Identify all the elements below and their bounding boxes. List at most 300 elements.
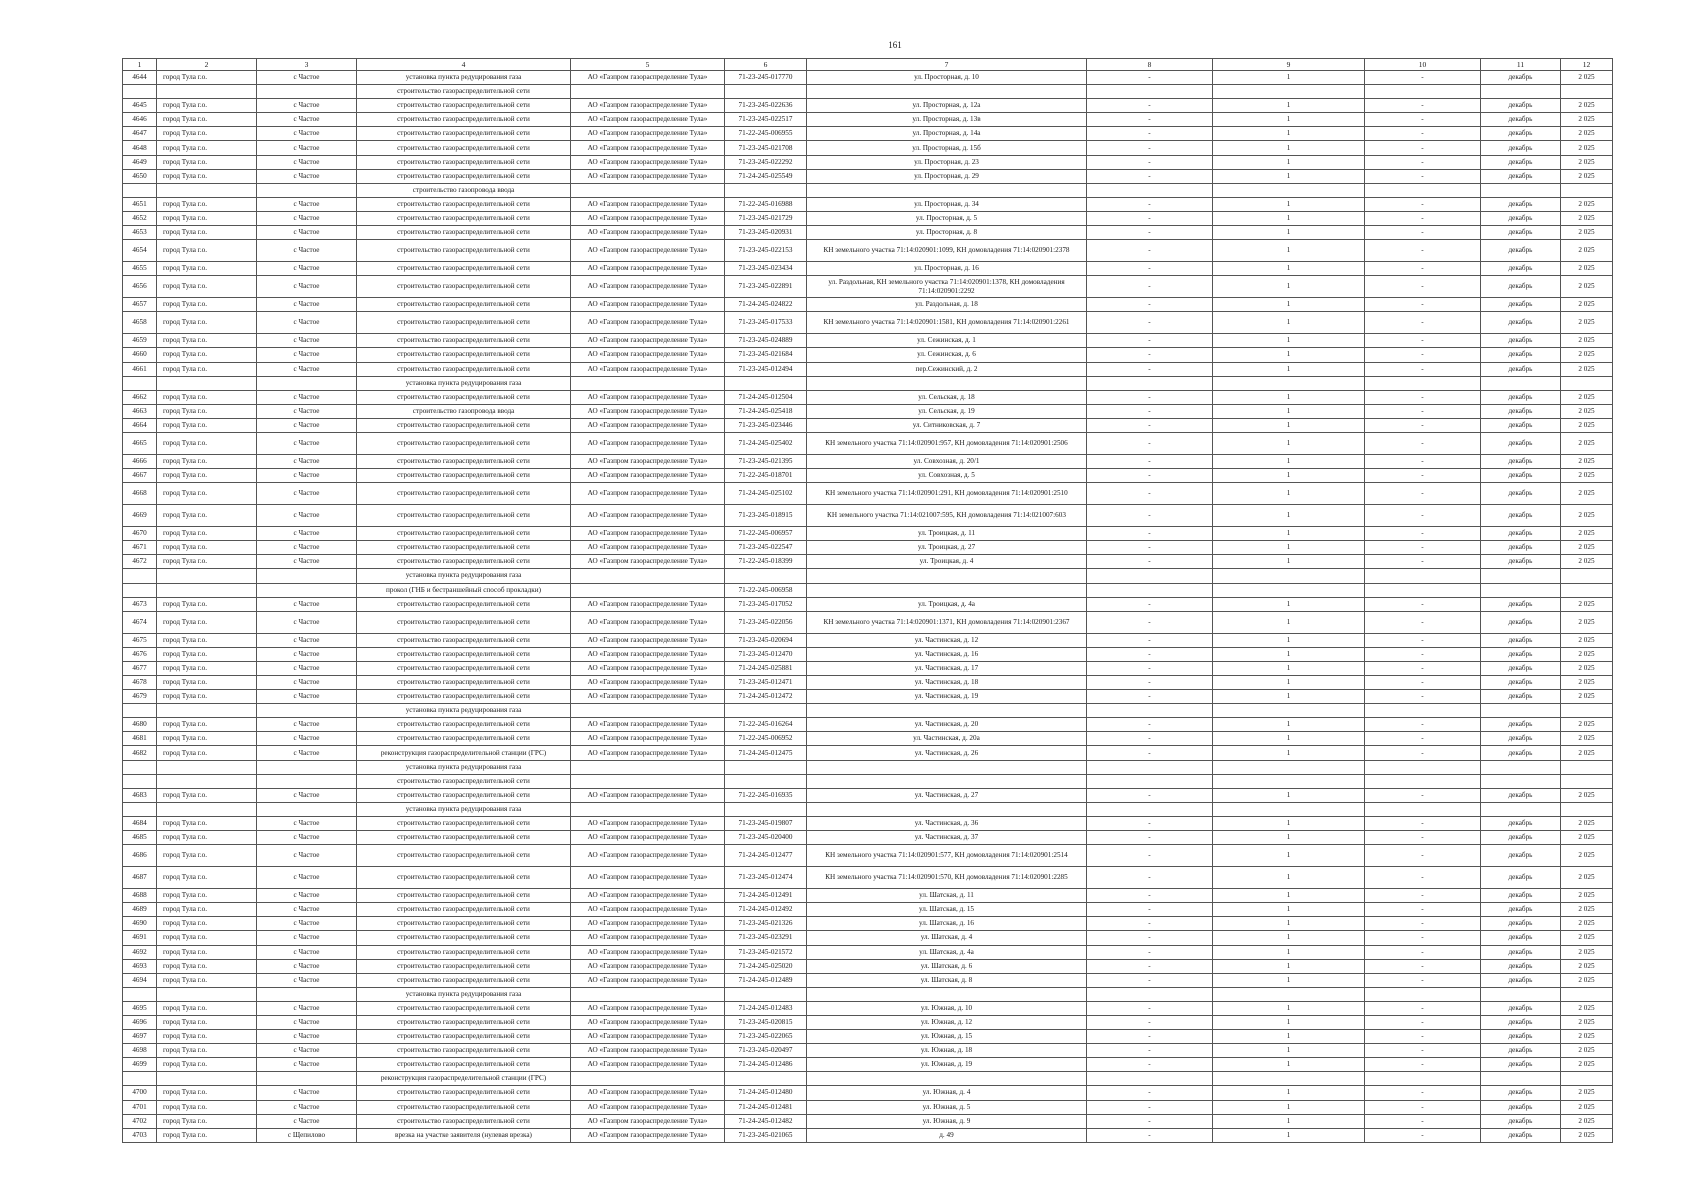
table-row [123,362,1613,376]
month-cell: декабрь [1481,917,1561,931]
settlement-cell: с Частое [257,541,357,555]
col-8-cell [1087,569,1213,583]
work-type-cell: строительство газораспределительной сети [357,276,571,298]
col-8-cell [1087,987,1213,1001]
header-cell-6: 6 [725,59,807,71]
application-number-cell: 71-23-245-019807 [725,816,807,830]
municipality-cell: город Тула г.о. [157,127,257,141]
work-type-cell: строительство газораспределительной сети [357,312,571,334]
col-9-cell [1213,1072,1365,1086]
address-cell [807,583,1087,597]
table-row [123,774,1613,788]
settlement-cell: с Частое [257,99,357,113]
month-cell: декабрь [1481,1100,1561,1114]
row-number-cell: 4664 [123,418,157,432]
municipality-cell: город Тула г.о. [157,931,257,945]
col-10-cell: - [1365,262,1481,276]
settlement-cell: с Частое [257,298,357,312]
month-cell [1481,85,1561,99]
col-9-cell: 1 [1213,661,1365,675]
settlement-cell: с Частое [257,334,357,348]
work-type-cell: установка пункта редуцирования газа [357,71,571,85]
month-cell: декабрь [1481,973,1561,987]
organization-cell: АО «Газпром газораспределение Тула» [571,469,725,483]
month-cell: декабрь [1481,127,1561,141]
table-row [123,597,1613,611]
municipality-cell: город Тула г.о. [157,527,257,541]
address-cell: КН земельного участка 71:14:020901:957, КН домовладения 71:14:020901:2506 [807,432,1087,454]
col-8-cell: - [1087,903,1213,917]
row-number-cell: 4684 [123,816,157,830]
table-row [123,1015,1613,1029]
col-9-cell: 1 [1213,276,1365,298]
col-9-cell: 1 [1213,917,1365,931]
address-cell: ул. Частинская, д. 27 [807,788,1087,802]
organization-cell [571,802,725,816]
year-cell [1561,183,1613,197]
col-10-cell: - [1365,690,1481,704]
year-cell: 2 025 [1561,262,1613,276]
year-cell [1561,774,1613,788]
year-cell: 2 025 [1561,732,1613,746]
header-cell-8: 8 [1087,59,1213,71]
municipality-cell: город Тула г.о. [157,732,257,746]
address-cell: ул. Просторная, д. 34 [807,197,1087,211]
application-number-cell: 71-23-245-023291 [725,931,807,945]
month-cell: декабрь [1481,432,1561,454]
municipality-cell: город Тула г.о. [157,298,257,312]
year-cell: 2 025 [1561,917,1613,931]
address-cell: ул. Шатская, д. 6 [807,959,1087,973]
table-row [123,867,1613,889]
col-9-cell: 1 [1213,611,1365,633]
col-9-cell: 1 [1213,432,1365,454]
month-cell: декабрь [1481,1114,1561,1128]
organization-cell: АО «Газпром газораспределение Тула» [571,931,725,945]
organization-cell: АО «Газпром газораспределение Тула» [571,541,725,555]
row-number-cell: 4647 [123,127,157,141]
settlement-cell: с Частое [257,555,357,569]
application-number-cell: 71-23-245-017770 [725,71,807,85]
col-8-cell [1087,774,1213,788]
work-type-cell: строительство газораспределительной сети [357,718,571,732]
table-row [123,746,1613,760]
col-8-cell: - [1087,418,1213,432]
municipality-cell: город Тула г.о. [157,1114,257,1128]
application-number-cell: 71-24-245-025418 [725,404,807,418]
col-10-cell: - [1365,746,1481,760]
table-row [123,1072,1613,1086]
row-number-cell: 4650 [123,169,157,183]
col-8-cell: - [1087,831,1213,845]
address-cell: ул. Южная, д. 10 [807,1001,1087,1015]
address-cell: ул. Просторная, д. 23 [807,155,1087,169]
col-9-cell: 1 [1213,746,1365,760]
year-cell [1561,583,1613,597]
work-type-cell: строительство газораспределительной сети [357,541,571,555]
col-9-cell: 1 [1213,262,1365,276]
year-cell [1561,704,1613,718]
col-10-cell: - [1365,889,1481,903]
row-number-cell: 4657 [123,298,157,312]
month-cell: декабрь [1481,746,1561,760]
municipality-cell [157,774,257,788]
municipality-cell: город Тула г.о. [157,454,257,468]
gasification-schedule-table [122,58,1613,1143]
organization-cell: АО «Газпром газораспределение Тула» [571,155,725,169]
application-number-cell: 71-24-245-012472 [725,690,807,704]
col-9-cell: 1 [1213,169,1365,183]
row-number-cell: 4692 [123,945,157,959]
row-number-cell [123,85,157,99]
work-type-cell: строительство газораспределительной сети [357,113,571,127]
address-cell: ул. Просторная, д. 5 [807,211,1087,225]
col-9-cell: 1 [1213,362,1365,376]
row-number-cell [123,774,157,788]
col-9-cell: 1 [1213,390,1365,404]
year-cell: 2 025 [1561,312,1613,334]
work-type-cell: строительство газораспределительной сети [357,362,571,376]
municipality-cell: город Тула г.о. [157,889,257,903]
col-8-cell [1087,183,1213,197]
year-cell: 2 025 [1561,226,1613,240]
col-9-cell: 1 [1213,845,1365,867]
year-cell: 2 025 [1561,555,1613,569]
municipality-cell: город Тула г.о. [157,647,257,661]
year-cell: 2 025 [1561,1015,1613,1029]
month-cell: декабрь [1481,647,1561,661]
settlement-cell [257,583,357,597]
municipality-cell [157,183,257,197]
col-8-cell: - [1087,298,1213,312]
col-9-cell: 1 [1213,127,1365,141]
col-10-cell: - [1365,454,1481,468]
municipality-cell: город Тула г.о. [157,945,257,959]
month-cell: декабрь [1481,611,1561,633]
col-8-cell: - [1087,362,1213,376]
year-cell: 2 025 [1561,418,1613,432]
year-cell: 2 025 [1561,469,1613,483]
settlement-cell: с Частое [257,211,357,225]
col-8-cell: - [1087,155,1213,169]
address-cell: КН земельного участка 71:14:020901:577, КН домовладения 71:14:020901:2514 [807,845,1087,867]
month-cell: декабрь [1481,816,1561,830]
year-cell [1561,802,1613,816]
application-number-cell [725,774,807,788]
year-cell: 2 025 [1561,483,1613,505]
municipality-cell: город Тула г.о. [157,483,257,505]
settlement-cell: с Частое [257,169,357,183]
application-number-cell: 71-24-245-012492 [725,903,807,917]
table-row [123,732,1613,746]
col-10-cell: - [1365,127,1481,141]
table-row [123,611,1613,633]
col-10-cell [1365,376,1481,390]
organization-cell: АО «Газпром газораспределение Тула» [571,169,725,183]
settlement-cell: с Частое [257,676,357,690]
organization-cell: АО «Газпром газораспределение Тула» [571,845,725,867]
application-number-cell: 71-24-245-012486 [725,1058,807,1072]
col-8-cell: - [1087,917,1213,931]
year-cell: 2 025 [1561,155,1613,169]
organization-cell: АО «Газпром газораспределение Тула» [571,454,725,468]
col-8-cell: - [1087,404,1213,418]
work-type-cell: строительство газораспределительной сети [357,903,571,917]
col-10-cell: - [1365,788,1481,802]
year-cell: 2 025 [1561,298,1613,312]
organization-cell: АО «Газпром газораспределение Тула» [571,973,725,987]
address-cell: ул. Шатская, д. 16 [807,917,1087,931]
col-10-cell: - [1365,1044,1481,1058]
table-row [123,889,1613,903]
work-type-cell: реконструкция газораспределительной станции (ГРС) [357,746,571,760]
municipality-cell: город Тула г.о. [157,1100,257,1114]
organization-cell: АО «Газпром газораспределение Тула» [571,959,725,973]
organization-cell: АО «Газпром газораспределение Тула» [571,334,725,348]
year-cell: 2 025 [1561,889,1613,903]
col-10-cell: - [1365,816,1481,830]
row-number-cell: 4703 [123,1128,157,1142]
row-number-cell: 4662 [123,390,157,404]
application-number-cell: 71-23-245-021684 [725,348,807,362]
address-cell: пер.Сежинский, д. 2 [807,362,1087,376]
application-number-cell: 71-23-245-012474 [725,867,807,889]
organization-cell: АО «Газпром газораспределение Тула» [571,1030,725,1044]
col-8-cell: - [1087,240,1213,262]
month-cell [1481,1072,1561,1086]
work-type-cell: установка пункта редуцирования газа [357,704,571,718]
application-number-cell [725,85,807,99]
row-number-cell: 4655 [123,262,157,276]
organization-cell: АО «Газпром газораспределение Тула» [571,661,725,675]
settlement-cell: с Частое [257,1015,357,1029]
col-10-cell: - [1365,483,1481,505]
year-cell: 2 025 [1561,197,1613,211]
application-number-cell: 71-24-245-012481 [725,1100,807,1114]
application-number-cell [725,987,807,1001]
work-type-cell: строительство газораспределительной сети [357,1058,571,1072]
organization-cell: АО «Газпром газораспределение Тула» [571,788,725,802]
application-number-cell: 71-23-245-021708 [725,141,807,155]
col-9-cell: 1 [1213,1001,1365,1015]
address-cell: ул. Просторная, д. 16 [807,262,1087,276]
col-8-cell: - [1087,541,1213,555]
table-row [123,1086,1613,1100]
work-type-cell: строительство газораспределительной сети [357,945,571,959]
row-number-cell: 4676 [123,647,157,661]
col-8-cell: - [1087,959,1213,973]
application-number-cell: 71-24-245-025402 [725,432,807,454]
settlement-cell [257,1072,357,1086]
municipality-cell: город Тула г.о. [157,99,257,113]
header-row [123,59,1613,71]
work-type-cell: строительство газораспределительной сети [357,1100,571,1114]
municipality-cell: город Тула г.о. [157,1030,257,1044]
settlement-cell: с Частое [257,127,357,141]
table-row [123,240,1613,262]
table-row [123,1044,1613,1058]
address-cell [807,376,1087,390]
row-number-cell [123,183,157,197]
application-number-cell: 71-24-245-012483 [725,1001,807,1015]
table-row [123,959,1613,973]
col-10-cell: - [1365,1114,1481,1128]
application-number-cell: 71-22-245-016988 [725,197,807,211]
application-number-cell: 71-23-245-022547 [725,541,807,555]
month-cell: декабрь [1481,99,1561,113]
municipality-cell: город Тула г.о. [157,390,257,404]
table-row [123,312,1613,334]
address-cell: ул. Просторная, д. 14а [807,127,1087,141]
col-9-cell: 1 [1213,732,1365,746]
col-10-cell: - [1365,226,1481,240]
organization-cell: АО «Газпром газораспределение Тула» [571,917,725,931]
col-10-cell: - [1365,647,1481,661]
organization-cell: АО «Газпром газораспределение Тула» [571,418,725,432]
month-cell: декабрь [1481,527,1561,541]
work-type-cell: строительство газораспределительной сети [357,676,571,690]
address-cell: ул. Просторная, д. 8 [807,226,1087,240]
year-cell: 2 025 [1561,1044,1613,1058]
row-number-cell: 4663 [123,404,157,418]
col-9-cell: 1 [1213,945,1365,959]
col-10-cell: - [1365,903,1481,917]
month-cell: декабрь [1481,404,1561,418]
work-type-cell: строительство газораспределительной сети [357,211,571,225]
table-row [123,376,1613,390]
application-number-cell: 71-24-245-012477 [725,845,807,867]
col-10-cell [1365,1072,1481,1086]
work-type-cell: строительство газораспределительной сети [357,226,571,240]
col-10-cell [1365,569,1481,583]
col-9-cell: 1 [1213,931,1365,945]
municipality-cell: город Тула г.о. [157,312,257,334]
col-9-cell: 1 [1213,454,1365,468]
row-number-cell: 4669 [123,505,157,527]
address-cell: ул. Шатская, д. 15 [807,903,1087,917]
col-9-cell [1213,704,1365,718]
work-type-cell: строительство газораспределительной сети [357,505,571,527]
table-row [123,760,1613,774]
settlement-cell: с Частое [257,889,357,903]
application-number-cell: 71-23-245-023434 [725,262,807,276]
organization-cell: АО «Газпром газораспределение Тула» [571,362,725,376]
month-cell: декабрь [1481,1044,1561,1058]
work-type-cell: строительство газораспределительной сети [357,418,571,432]
table-row [123,802,1613,816]
application-number-cell [725,569,807,583]
work-type-cell: строительство газораспределительной сети [357,555,571,569]
year-cell: 2 025 [1561,718,1613,732]
col-9-cell: 1 [1213,690,1365,704]
year-cell: 2 025 [1561,945,1613,959]
col-10-cell: - [1365,555,1481,569]
municipality-cell: город Тула г.о. [157,334,257,348]
work-type-cell: строительство газораспределительной сети [357,690,571,704]
col-9-cell: 1 [1213,1128,1365,1142]
col-8-cell: - [1087,732,1213,746]
table-row [123,1128,1613,1142]
application-number-cell: 71-23-245-022065 [725,1030,807,1044]
application-number-cell [725,760,807,774]
col-10-cell: - [1365,348,1481,362]
col-8-cell: - [1087,788,1213,802]
municipality-cell: город Тула г.о. [157,1086,257,1100]
municipality-cell: город Тула г.о. [157,404,257,418]
row-number-cell: 4698 [123,1044,157,1058]
organization-cell: АО «Газпром газораспределение Тула» [571,390,725,404]
address-cell: ул. Совхозная, д. 20/1 [807,454,1087,468]
organization-cell: АО «Газпром газораспределение Тула» [571,831,725,845]
col-8-cell: - [1087,816,1213,830]
row-number-cell [123,802,157,816]
col-8-cell: - [1087,555,1213,569]
application-number-cell: 71-23-245-017533 [725,312,807,334]
year-cell: 2 025 [1561,348,1613,362]
table-row [123,704,1613,718]
application-number-cell: 71-22-245-006952 [725,732,807,746]
organization-cell [571,85,725,99]
municipality-cell: город Тула г.о. [157,155,257,169]
year-cell: 2 025 [1561,973,1613,987]
address-cell: ул. Сельская, д. 18 [807,390,1087,404]
table-row [123,676,1613,690]
address-cell: ул. Частинская, д. 17 [807,661,1087,675]
col-8-cell: - [1087,1044,1213,1058]
address-cell: ул. Южная, д. 9 [807,1114,1087,1128]
col-9-cell: 1 [1213,418,1365,432]
table-row [123,816,1613,830]
row-number-cell: 4688 [123,889,157,903]
address-cell: ул. Южная, д. 12 [807,1015,1087,1029]
table-row [123,113,1613,127]
row-number-cell: 4660 [123,348,157,362]
municipality-cell: город Тула г.о. [157,541,257,555]
row-number-cell: 4678 [123,676,157,690]
organization-cell: АО «Газпром газораспределение Тула» [571,527,725,541]
month-cell: декабрь [1481,211,1561,225]
organization-cell: АО «Газпром газораспределение Тула» [571,1058,725,1072]
row-number-cell: 4683 [123,788,157,802]
table-row [123,454,1613,468]
col-8-cell [1087,85,1213,99]
month-cell: декабрь [1481,240,1561,262]
settlement-cell: с Частое [257,647,357,661]
organization-cell: АО «Газпром газораспределение Тула» [571,298,725,312]
col-9-cell: 1 [1213,831,1365,845]
year-cell: 2 025 [1561,362,1613,376]
row-number-cell: 4658 [123,312,157,334]
row-number-cell: 4686 [123,845,157,867]
col-9-cell: 1 [1213,903,1365,917]
month-cell: декабрь [1481,113,1561,127]
organization-cell [571,704,725,718]
work-type-cell: строительство газораспределительной сети [357,611,571,633]
row-number-cell: 4666 [123,454,157,468]
table-row [123,831,1613,845]
col-8-cell: - [1087,505,1213,527]
address-cell [807,760,1087,774]
settlement-cell: с Частое [257,454,357,468]
col-8-cell: - [1087,633,1213,647]
address-cell: ул. Сежинская, д. 1 [807,334,1087,348]
application-number-cell: 71-23-245-018915 [725,505,807,527]
col-8-cell: - [1087,127,1213,141]
municipality-cell: город Тула г.о. [157,973,257,987]
work-type-cell: строительство газораспределительной сети [357,240,571,262]
address-cell: ул. Южная, д. 18 [807,1044,1087,1058]
application-number-cell: 71-23-245-021395 [725,454,807,468]
